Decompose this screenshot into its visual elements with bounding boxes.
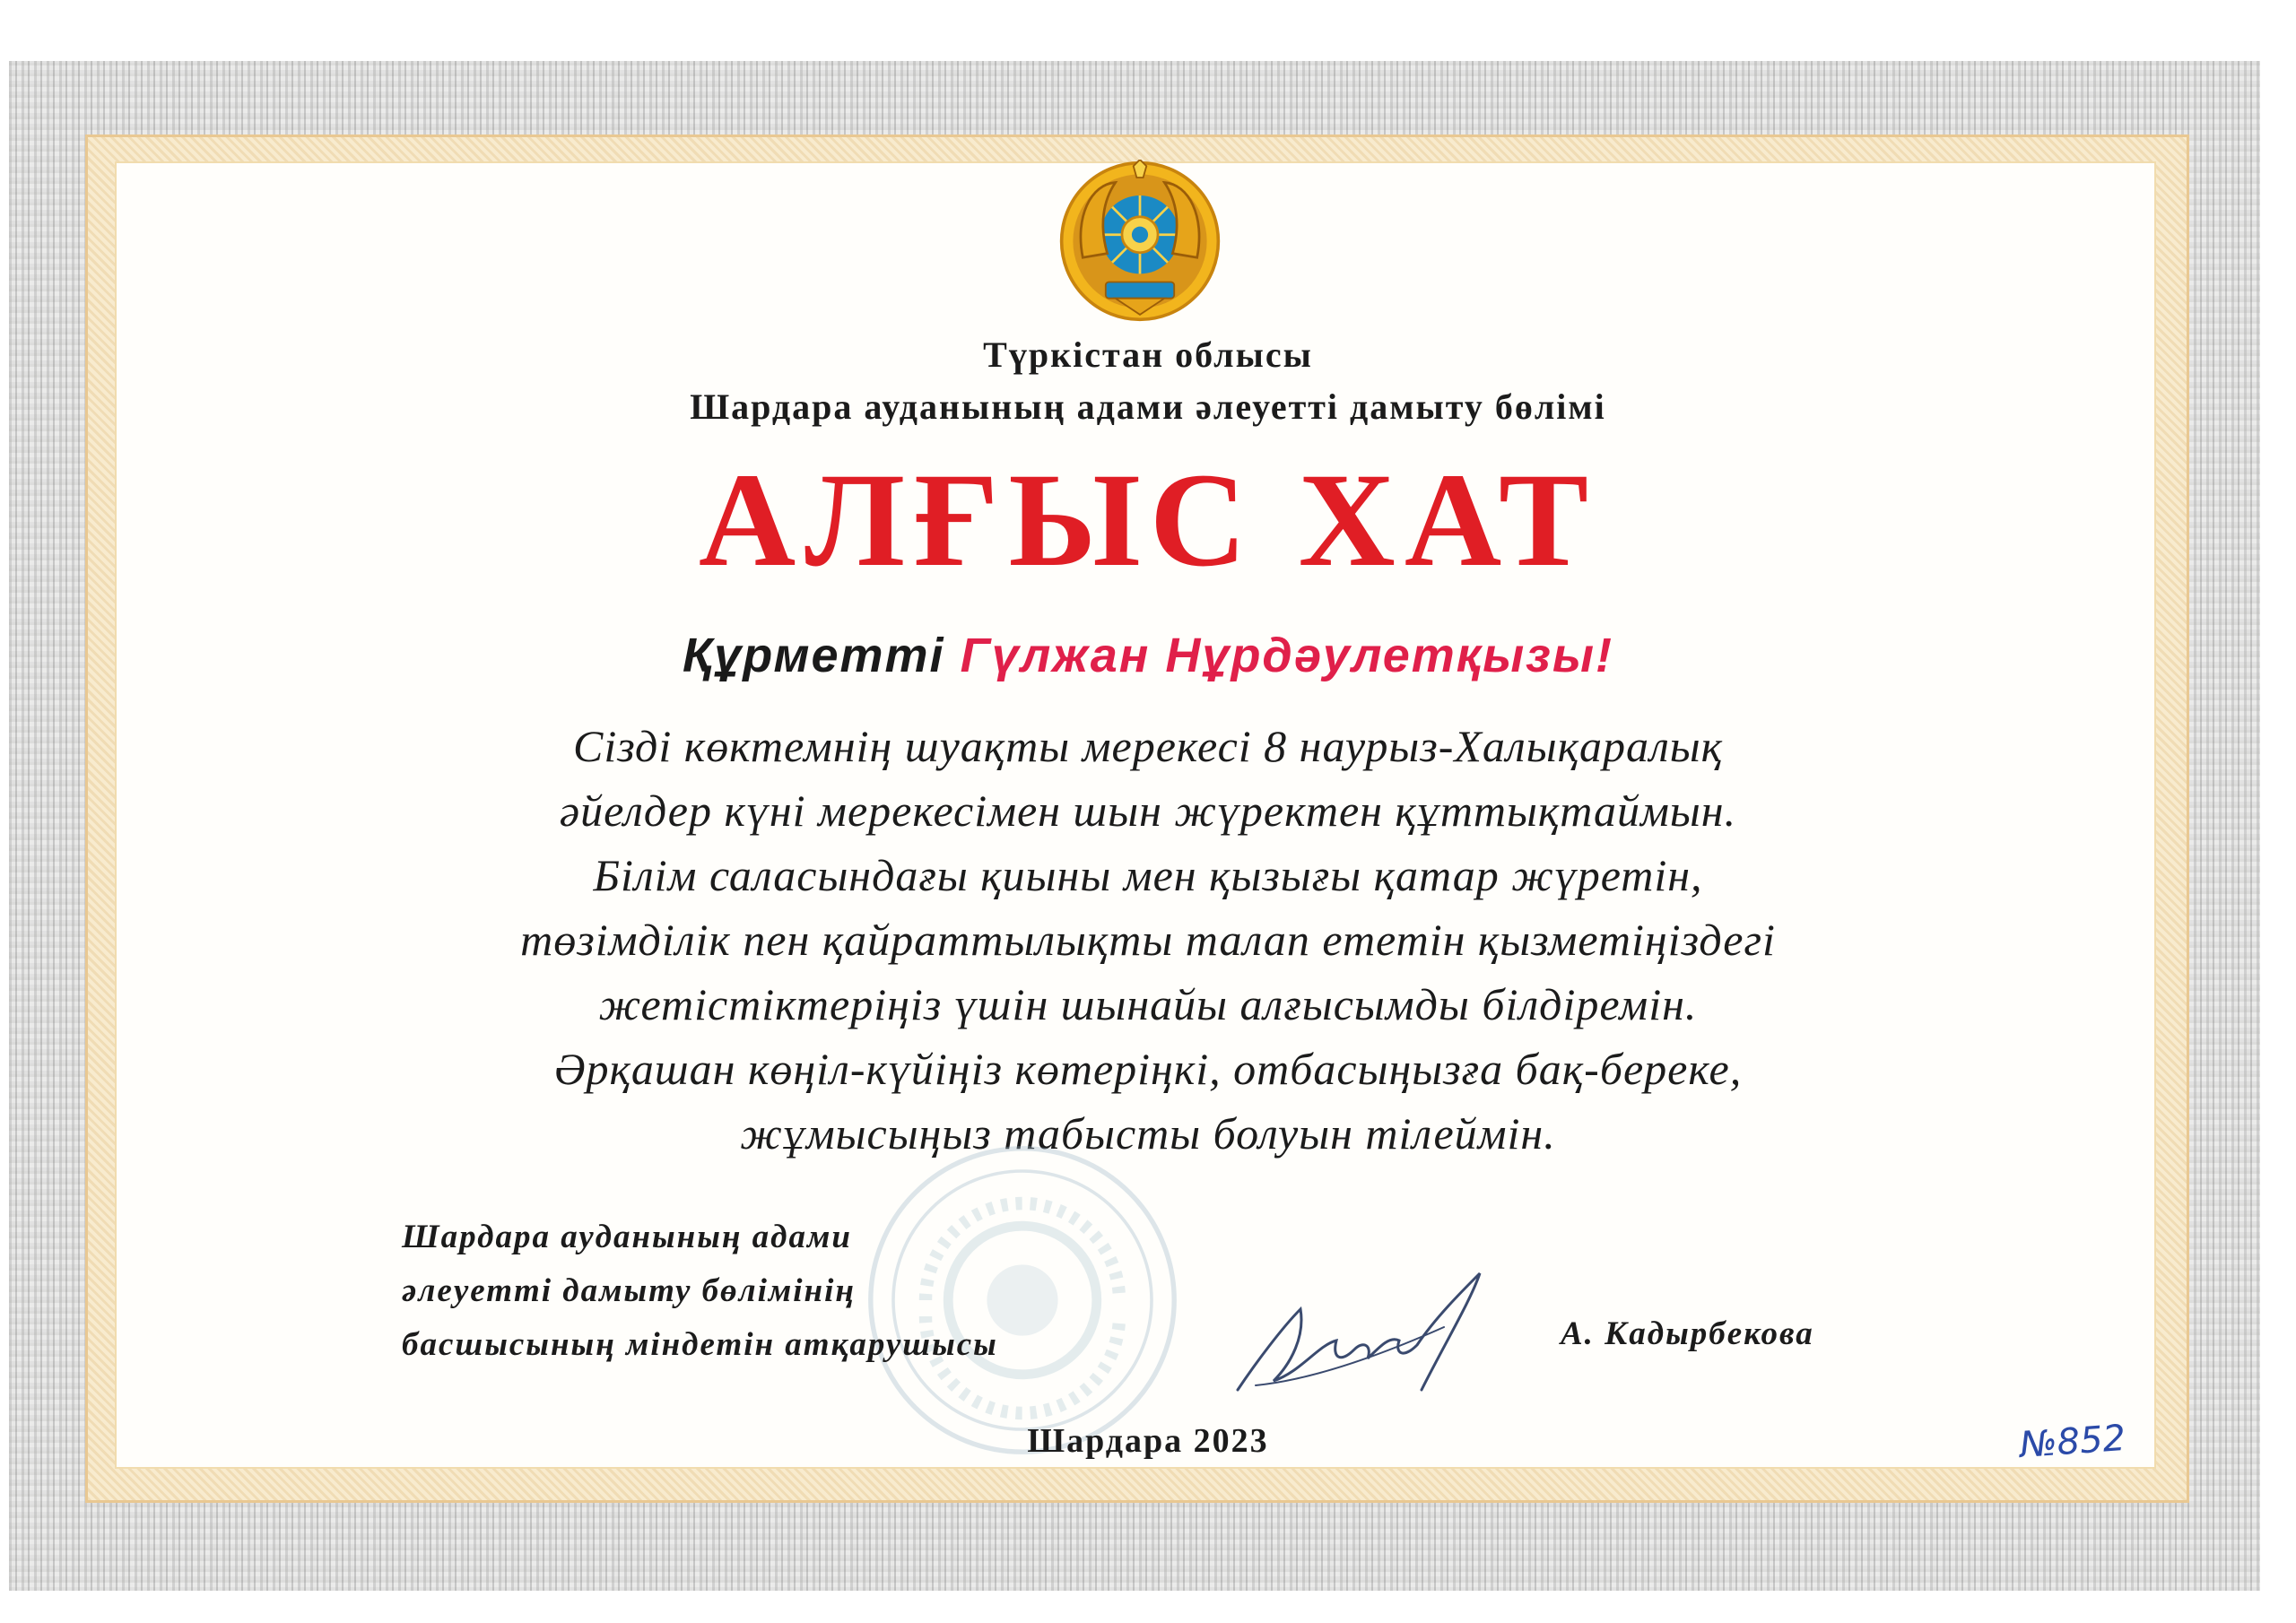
position-line: Шардара ауданының адами bbox=[402, 1219, 852, 1255]
message-line: жұмысыңыз табысты болуын тілеймін. bbox=[740, 1108, 1556, 1159]
message-line: Сізді көктемнің шуақты мерекесі 8 наурыз-Халықаралық bbox=[572, 721, 1724, 771]
message-line: жетістіктеріңіз үшін шынайы алғысымды білдіремін. bbox=[598, 979, 1698, 1029]
message-line: Әрқашан көңіл-күйіңіз көтеріңкі, отбасыңызға бақ-береке, bbox=[553, 1044, 1743, 1094]
signature-icon bbox=[1220, 1255, 1525, 1417]
position-line: басшысының міндетін атқарушысы bbox=[402, 1326, 998, 1363]
header-department: Шардара ауданының адами әлеуетті дамыту бөлімі bbox=[690, 386, 1606, 427]
header-region: Түркістан облысы bbox=[983, 334, 1313, 375]
place-year: Шардара 2023 bbox=[1027, 1422, 1269, 1460]
greeting bbox=[0, 628, 2296, 683]
signatory-name: А. Кадырбекова bbox=[1561, 1315, 1814, 1352]
position-line: әлеуетті дамыту бөлімінің bbox=[402, 1272, 856, 1309]
message-line: әйелдер күні мерекесімен шын жүректен құттықтаймын. bbox=[559, 785, 1737, 836]
state-emblem-icon bbox=[1058, 160, 1222, 323]
signatory-position bbox=[402, 1211, 998, 1372]
recipient-name: Гүлжан Нұрдәулетқызы! bbox=[960, 629, 1613, 682]
message-line: Білім саласындағы қиыны мен қызығы қатар жүретін, bbox=[593, 850, 1703, 900]
registration-number: №852 bbox=[2018, 1417, 2127, 1467]
message-body bbox=[323, 714, 1973, 1166]
greeting-prefix: Құрметті bbox=[683, 629, 945, 682]
certificate-title: АЛҒЫС ХАТ bbox=[698, 446, 1598, 595]
message-line: төзімділік пен қайраттылықты талап ететін қызметіңіздегі bbox=[520, 915, 1776, 965]
